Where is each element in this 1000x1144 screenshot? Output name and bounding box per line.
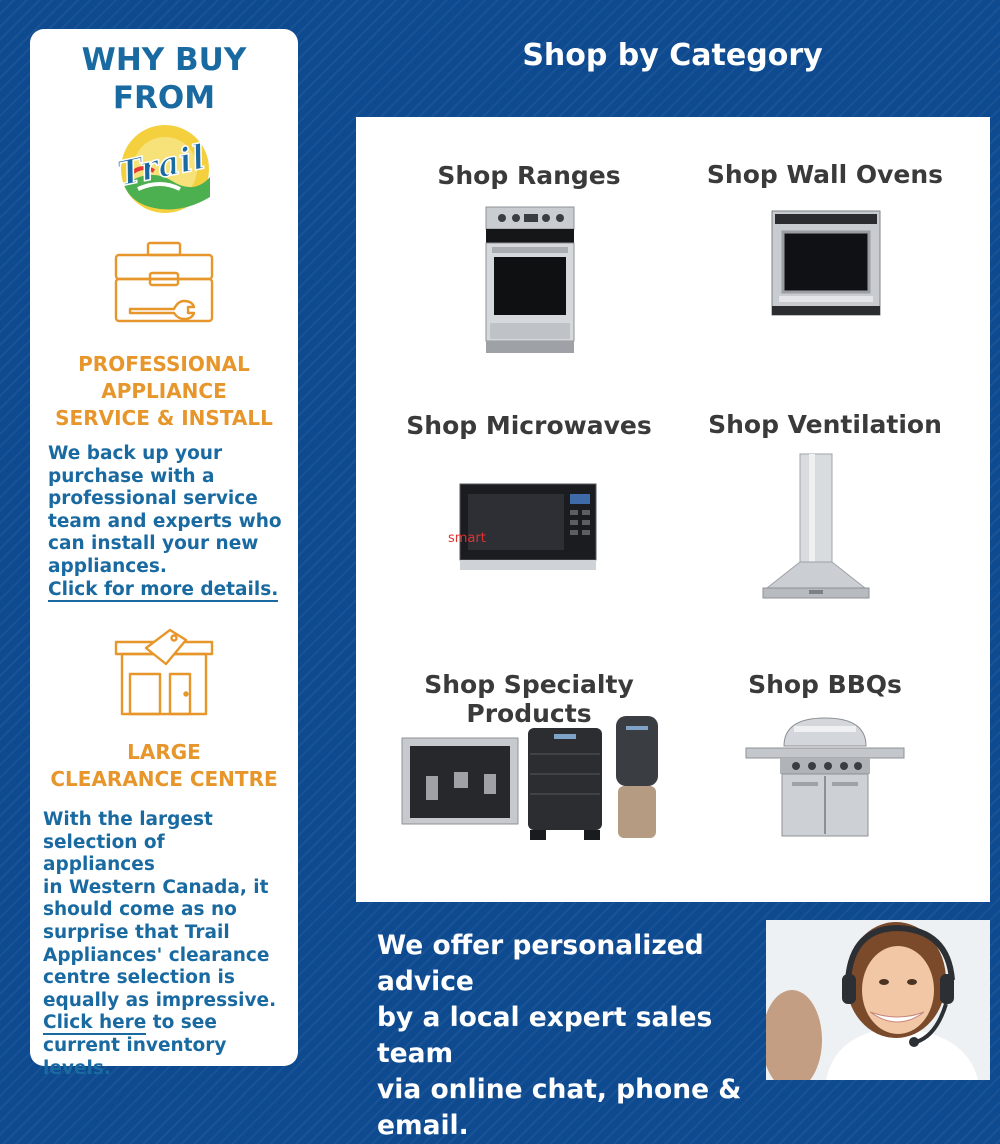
- shop-by-category-title: Shop by Category: [522, 38, 823, 73]
- shop-ventilation-link[interactable]: Shop Ventilation: [708, 410, 942, 439]
- category-grid: [356, 117, 990, 902]
- clearance-inventory-link[interactable]: Click here: [43, 1012, 147, 1034]
- trail-logo[interactable]: [110, 119, 220, 215]
- why-buy-title: WHY BUY FROM: [81, 42, 247, 116]
- toolbox-icon: [112, 239, 216, 325]
- microwave-icon[interactable]: [446, 482, 598, 574]
- shop-ranges-link[interactable]: Shop Ranges: [437, 161, 621, 190]
- shop-wall-ovens-link[interactable]: Shop Wall Ovens: [706, 160, 944, 189]
- clearance-description: With the largest selection of appliances in Western Canada, it should come as no surprise that Trail Appliances' clearance centre selection is equally as impressive. Click here to see current inventory levels.: [43, 809, 277, 1079]
- range-hood-icon[interactable]: [761, 452, 871, 602]
- store-tag-icon: [112, 626, 216, 718]
- svg-text:Trail: Trail: [113, 137, 209, 195]
- bbq-icon[interactable]: [744, 716, 906, 842]
- wall-oven-icon[interactable]: [771, 210, 881, 316]
- why-buy-panel: [30, 29, 298, 1079]
- shop-bbqs-link[interactable]: Shop BBQs: [748, 670, 902, 699]
- shop-microwaves-link[interactable]: Shop Microwaves: [406, 411, 652, 440]
- svg-text:smart: smart: [448, 531, 486, 546]
- clearance-heading: LARGE CLEARANCE CENTRE: [50, 740, 278, 791]
- service-heading: PROFESSIONAL APPLIANCE SERVICE & INSTALL: [55, 352, 273, 430]
- advice-message: We offer personalized advice by a local expert sales team via online chat, phone & email.: [377, 930, 742, 1141]
- service-description: We back up your purchase with a professional service team and experts who can install your new appliances. Click for more details.: [48, 443, 282, 600]
- range-icon[interactable]: [484, 205, 576, 355]
- specialty-products-icon[interactable]: [400, 714, 662, 844]
- support-agent-photo: [766, 920, 990, 1080]
- service-details-link[interactable]: Click for more details.: [48, 578, 279, 600]
- shop-specialty-products-link[interactable]: Shop Specialty Products: [424, 670, 634, 728]
